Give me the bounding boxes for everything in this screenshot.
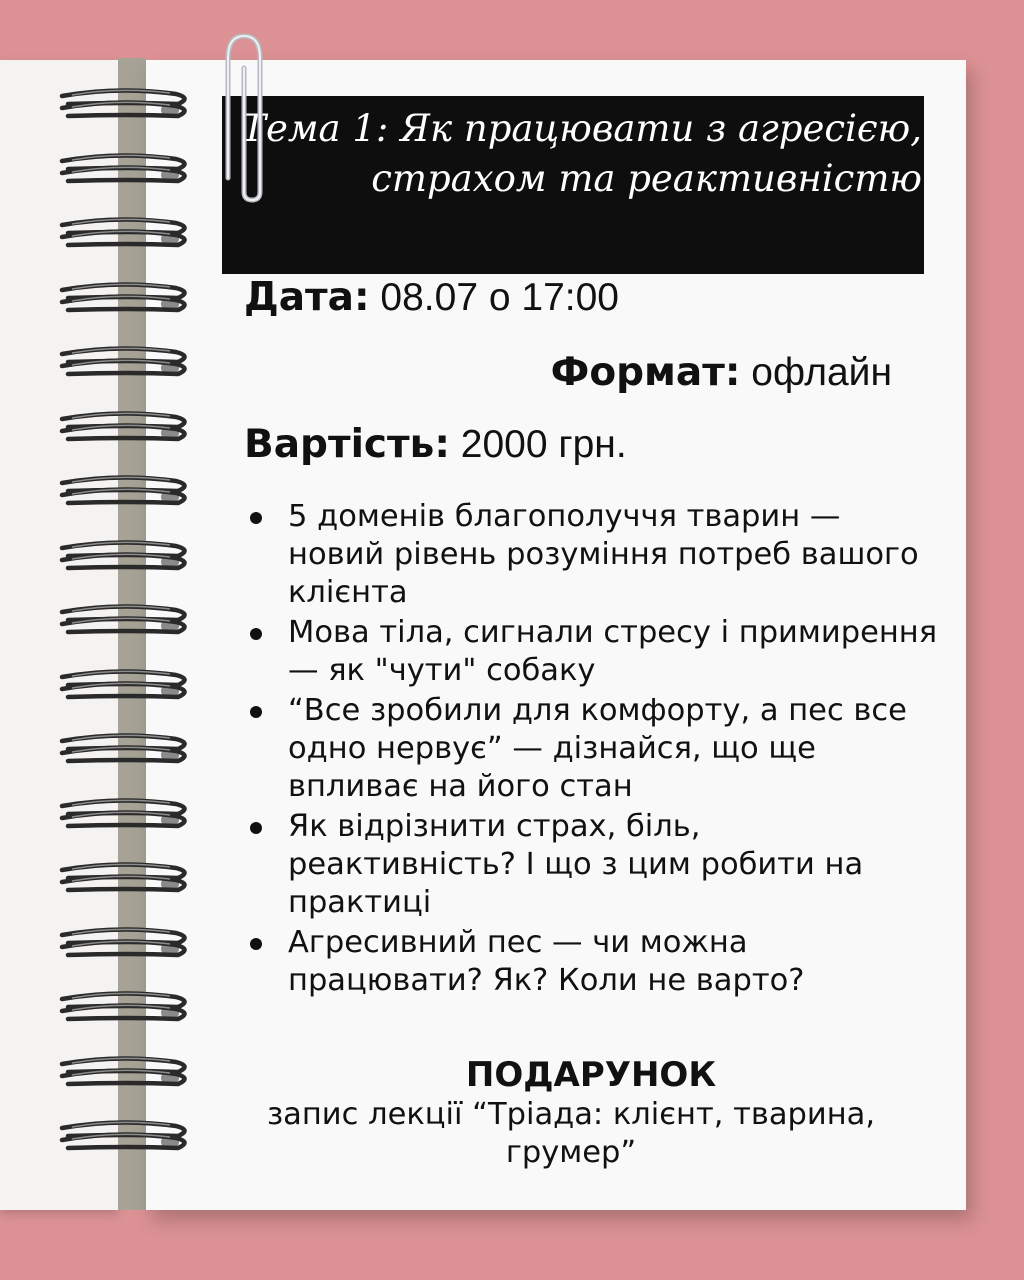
date-label: Дата:	[244, 275, 370, 320]
spiral-ring-icon	[58, 346, 198, 386]
bullet-icon	[250, 938, 262, 950]
format-label: Формат:	[550, 350, 741, 395]
gift-text: запис лекції “Тріада: клієнт, тварина, грумер”	[266, 1097, 876, 1170]
date-value: 08.07 о 17:00	[380, 276, 619, 319]
spiral-ring-icon	[58, 88, 198, 128]
spiral-ring-icon	[58, 282, 198, 322]
list-item: 5 доменів благополуччя тварин — новий рівень розуміння потреб вашого клієнта	[248, 498, 938, 612]
topic-title: Тема 1: Як працювати з агресією, страхом та реактивністю	[241, 107, 922, 200]
bullet-icon	[250, 706, 262, 718]
gift-title: ПОДАРУНОК	[465, 1055, 717, 1095]
spiral-ring-icon	[58, 991, 198, 1031]
spiral-ring-icon	[58, 862, 198, 902]
date-line	[244, 275, 619, 321]
spiral-ring-icon	[58, 669, 198, 709]
spiral-ring-icon	[58, 153, 198, 193]
spiral-ring-icon	[58, 411, 198, 451]
spiral-ring-icon	[58, 733, 198, 773]
list-item: Як відрізнити страх, біль, реактивність? І що з цим робити на практиці	[248, 808, 938, 922]
bullet-icon	[250, 512, 262, 524]
spiral-ring-icon	[58, 217, 198, 257]
list-item: Мова тіла, сигнали стресу і примирення — як "чути" собаку	[248, 614, 938, 690]
spiral-ring-icon	[58, 604, 198, 644]
spiral-ring-icon	[58, 1056, 198, 1096]
price-line	[244, 422, 627, 468]
spiral-ring-icon	[58, 475, 198, 515]
spiral-ring-icon	[58, 927, 198, 967]
spiral-ring-icon	[58, 1120, 198, 1160]
bullet-icon	[250, 628, 262, 640]
spiral-ring-icon	[58, 798, 198, 838]
price-label: Вартість:	[244, 422, 450, 467]
bullet-icon	[250, 822, 262, 834]
list-item: Агресивний пес — чи можна працювати? Як? Коли не варто?	[248, 924, 938, 1000]
format-line	[551, 350, 892, 396]
price-value: 2000 грн.	[460, 423, 627, 466]
list-item: “Все зробили для комфорту, а пес все одно нервує” — дізнайся, що ще впливає на його стан	[248, 692, 938, 806]
topics-list	[248, 498, 938, 1002]
paperclip-icon	[214, 28, 270, 204]
spiral-ring-icon	[58, 540, 198, 580]
format-value: офлайн	[751, 351, 892, 394]
